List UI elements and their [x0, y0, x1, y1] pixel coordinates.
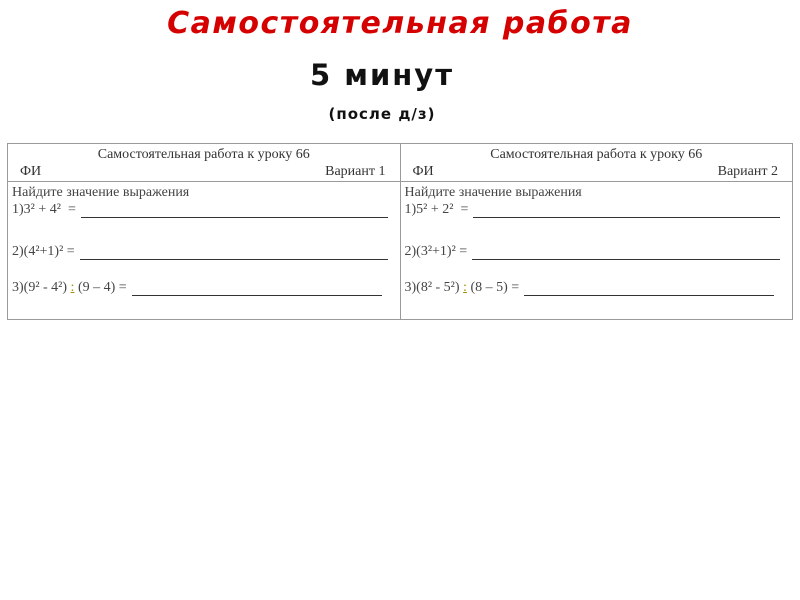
task-expression-start: 3)(8² - 5²)	[404, 280, 464, 295]
answer-line	[80, 246, 388, 260]
variant-1-task-3	[12, 280, 388, 296]
task-expression-start: 3)(9² - 4²)	[12, 280, 71, 295]
answer-line	[132, 282, 382, 296]
slide-time-limit: 5 минут	[309, 58, 455, 92]
variant-2-task-3	[405, 280, 781, 296]
variant-2-name-label: ФИ	[412, 164, 434, 179]
variant-1-task-1	[12, 202, 388, 218]
slide-note: (после д/з)	[328, 105, 436, 123]
answer-line	[472, 246, 780, 260]
variant-1-instruction: Найдите значение выражения	[12, 185, 190, 200]
answer-line	[81, 204, 388, 218]
task-expression: 1)3² + 4² =	[12, 202, 76, 217]
variant-1-label: Вариант 1	[325, 164, 386, 179]
division-colon: :	[463, 280, 467, 295]
variant-2-task-2	[405, 244, 781, 260]
variant-2-task-1	[405, 202, 781, 218]
variant-2-title: Самостоятельная работа к уроку 66	[490, 147, 703, 162]
variant-1-task-2	[12, 244, 388, 260]
answer-line	[473, 204, 780, 218]
variant-2-header	[401, 144, 793, 182]
task-expression: 2)(4²+1)² =	[12, 244, 75, 259]
task-expression: 1)5² + 2² =	[404, 202, 469, 217]
variant-1-header	[8, 144, 400, 182]
slide-title: Самостоятельная работа	[167, 6, 633, 41]
division-colon: :	[70, 280, 75, 295]
variant-2-column	[400, 144, 793, 319]
variant-1-title: Самостоятельная работа к уроку 66	[97, 147, 310, 162]
task-expression: 2)(3²+1)² =	[404, 244, 468, 259]
answer-line	[524, 282, 774, 296]
task-expression-end: (8 – 5) =	[466, 280, 520, 295]
variant-1-name-label: ФИ	[20, 164, 42, 179]
variant-2-instruction: Найдите значение выражения	[404, 185, 582, 200]
variant-2-label: Вариант 2	[717, 164, 778, 179]
worksheet-table	[7, 143, 793, 320]
variant-1-column	[8, 144, 400, 319]
task-expression-end: (9 – 4) =	[74, 280, 127, 295]
